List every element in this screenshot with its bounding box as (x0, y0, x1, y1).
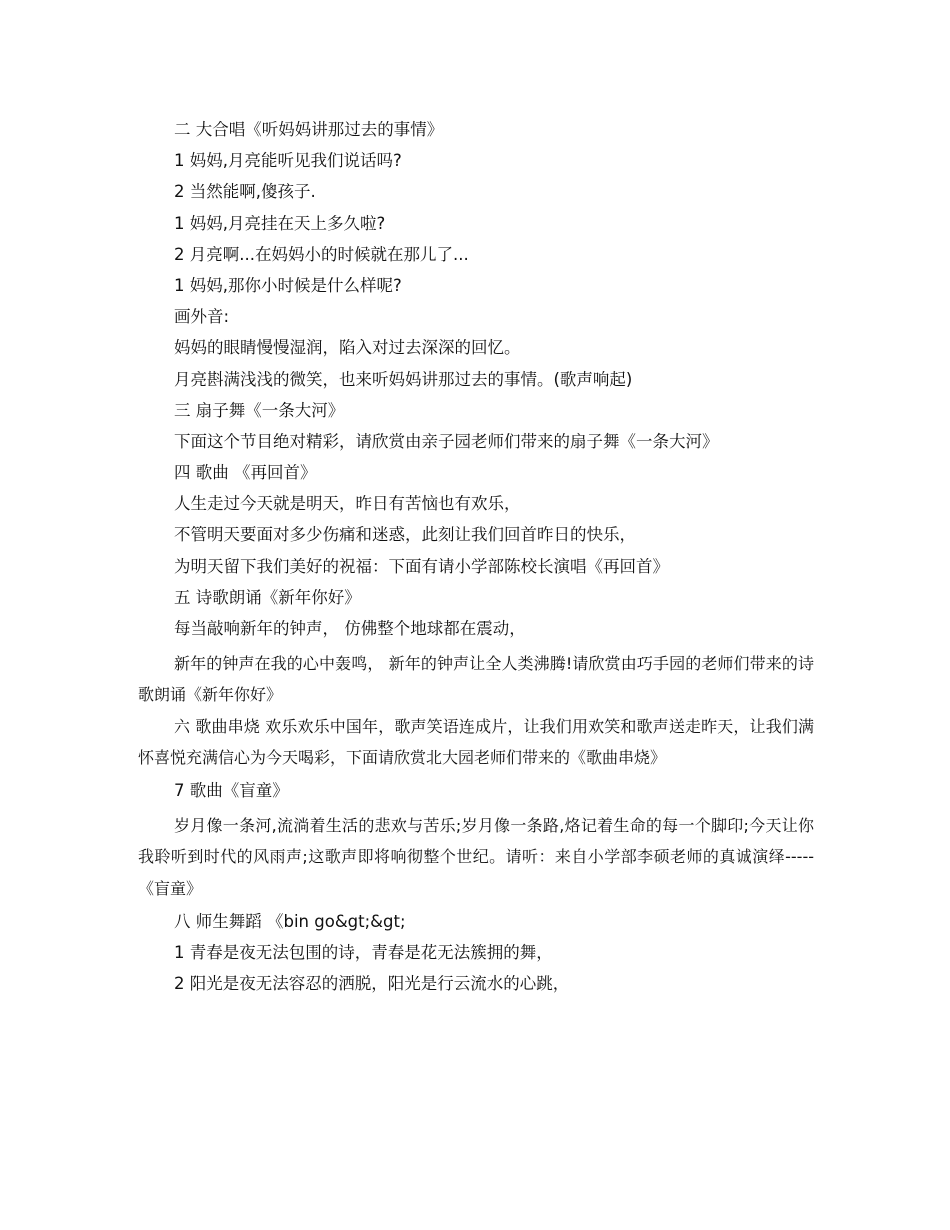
intro-line: 下面这个节目绝对精彩，请欣赏由亲子园老师们带来的扇子舞《一条大河》 (174, 431, 719, 451)
dialogue-line: 1 妈妈,月亮挂在天上多久啦? (174, 213, 386, 233)
program-heading-blind-boy: 7 歌曲《盲童》 (174, 781, 289, 800)
program-heading-fan-dance: 三 扇子舞《一条大河》 (174, 400, 345, 420)
document-body (138, 118, 814, 1003)
intro-paragraph-blind-boy: 岁月像一条河,流淌着生活的悲欢与苦乐;岁月像一条路,烙记着生命的每一个脚印;今天让你我聆听到时代的风雨声;这歌声即将响彻整个世纪。请听：来自小学部李硕老师的真诚演绎-----《盲童》 (138, 816, 814, 898)
program-heading-song: 四 歌曲 《再回首》 (174, 463, 317, 483)
intro-line: 人生走过今天就是明天，昨日有苦恼也有欢乐， (174, 494, 521, 514)
voiceover-line: 月亮斟满浅浅的微笑，也来听妈妈讲那过去的事情。(歌声响起) (174, 369, 633, 389)
program-heading-chorus: 二 大合唱《听妈妈讲那过去的事情》 (174, 120, 444, 139)
program-heading-dance: 八 师生舞蹈 《bin go&gt;&gt; (174, 911, 406, 931)
dialogue-line: 1 妈妈,月亮能听见我们说话吗? (174, 151, 402, 171)
intro-line: 为明天留下我们美好的祝福：下面有请小学部陈校长演唱《再回首》 (174, 556, 669, 576)
voiceover-label: 画外音: (174, 307, 230, 327)
intro-paragraph-new-year: 新年的钟声在我的心中轰鸣， 新年的钟声让全人类沸腾!请欣赏由巧手园的老师们带来的诗歌朗诵《新年你好》 (138, 654, 814, 705)
intro-line: 不管明天要面对多少伤痛和迷惑，此刻让我们回首昨日的快乐， (174, 525, 636, 545)
dialogue-line: 2 当然能啊,傻孩子. (174, 182, 316, 202)
intro-line: 每当敲响新年的钟声， 仿佛整个地球都在震动， (174, 619, 526, 638)
voiceover-line: 妈妈的眼睛慢慢湿润，陷入对过去深深的回忆。 (174, 338, 521, 358)
intro-paragraph-medley: 六 歌曲串烧 欢乐欢乐中国年，歌声笑语连成片，让我们用欢笑和歌声送走昨天，让我们满怀喜悦充满信心为今天喝彩，下面请欣赏北大园老师们带来的《歌曲串烧》 (138, 716, 814, 767)
dialogue-line: 2 阳光是夜无法容忍的洒脱，阳光是行云流水的心跳， (174, 974, 570, 994)
dialogue-line: 1 青春是夜无法包围的诗，青春是花无法簇拥的舞， (174, 942, 553, 962)
dialogue-line: 1 妈妈,那你小时候是什么样呢? (174, 275, 402, 295)
dialogue-line: 2 月亮啊...在妈妈小的时候就在那儿了... (174, 244, 469, 264)
program-heading-poem: 五 诗歌朗诵《新年你好》 (174, 587, 361, 607)
